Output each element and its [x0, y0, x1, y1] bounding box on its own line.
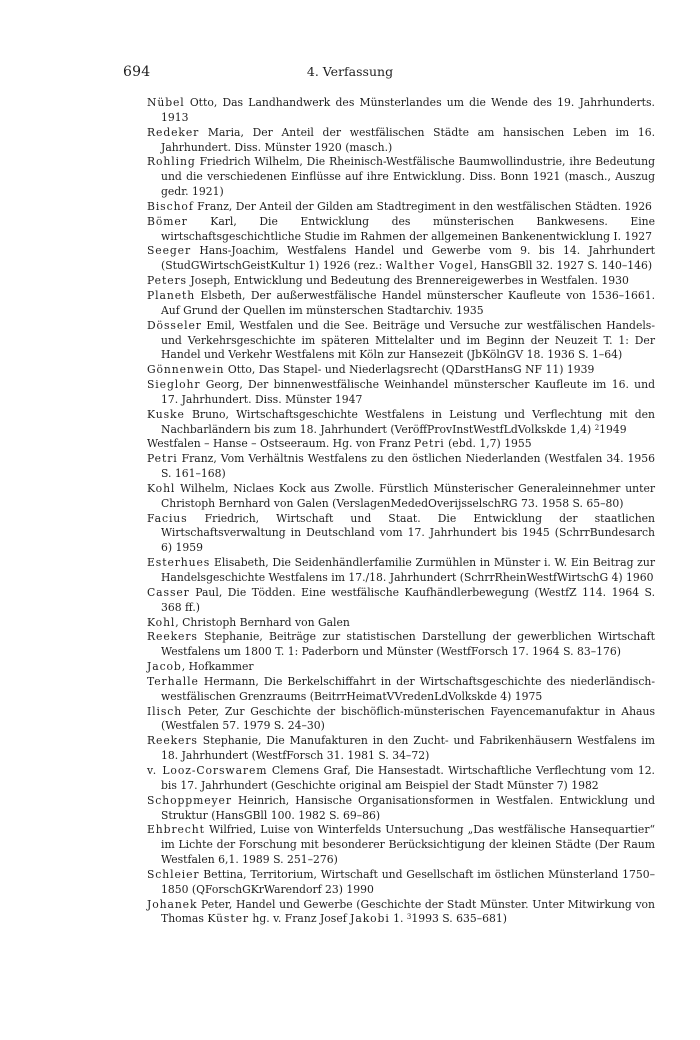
bib-author: Facius	[147, 511, 188, 525]
bib-author: Jakobi	[350, 912, 390, 926]
bib-edition-superscript: 2	[594, 423, 600, 432]
bibliography-entry	[147, 823, 655, 868]
bib-text: Westfalen – Hanse – Ostseeraum. Hg. von Franz	[147, 437, 415, 451]
bibliography-entry	[147, 482, 655, 512]
bib-text: Joseph, Entwicklung und Bedeutung des Brennereigewerbes in Westfalen. 1930	[187, 274, 629, 288]
bib-text: Friedrich, Wirtschaft und Staat. Die Entwicklung der staatlichen Wirtschaftsverwaltung in Deutschland vom 17. Jahrhundert bis 1945 (SchrrBundesarch 6) 1959	[161, 511, 655, 555]
bib-text: Heinrich, Hansische Organisationsformen in Westfalen. Entwicklung und Struktur (HansGBll 100. 1982 S. 69–86)	[161, 793, 655, 822]
bib-author: Reekers	[147, 630, 198, 644]
bib-text: Clemens Graf, Die Hansestadt. Wirtschaftliche Verflechtung vom 12. bis 17. Jahrhundert (Geschichte original am Beispiel der Stadt Münster 7) 1982	[161, 763, 655, 792]
bib-author: Gönnenwein	[147, 363, 225, 377]
bib-author: Küster	[207, 912, 249, 926]
bib-text: Otto, Das Stapel- und Niederlagsrecht (QDarstHansG NF 11) 1939	[224, 363, 595, 377]
bib-author: Casser	[147, 585, 190, 599]
bibliography-entry	[147, 96, 655, 126]
running-head: 4. Verfassung	[306, 64, 394, 79]
bib-author: Kohl	[147, 481, 176, 495]
bibliography-entry	[147, 437, 655, 452]
bib-text: Peter, Handel und Gewerbe (Geschichte der Stadt Münster. Unter Mitwirkung von Thomas	[161, 897, 655, 926]
bib-text: Karl, Die Entwicklung des münsterischen Bankwesens. Eine wirtschaftsgeschichtliche Studie im Rahmen der allgemeinen Bankenentwicklung I. 1927	[161, 214, 655, 243]
page-number: 694	[123, 64, 151, 80]
bib-text: Franz, Der Anteil der Gilden am Stadtregiment in den westfälischen Städten. 1926	[193, 199, 652, 213]
bibliography-entry	[147, 898, 655, 928]
bibliography-entry	[147, 556, 655, 586]
bibliography-entry	[147, 274, 655, 289]
bib-text: hg. v. Franz Josef	[248, 912, 351, 926]
bib-text: , HansGBll 32. 1927 S. 140–146)	[473, 259, 653, 273]
bibliography-entry	[147, 616, 655, 631]
bib-author: Jacob	[147, 660, 182, 674]
bib-author: Kuske	[147, 407, 185, 421]
bib-text: Franz, Vom Verhältnis Westfalens zu den östlichen Niederlanden (Westfalen 34. 1956 S. 161–168)	[161, 452, 655, 481]
bib-edition-superscript: 3	[406, 913, 412, 922]
bibliography-entry	[147, 452, 655, 482]
bibliography-entry	[147, 126, 655, 156]
bib-text: Hermann, Die Berkelschiffahrt in der Wirtschaftsgeschichte des niederländisch-westfälischen Grenzraums (BeitrrHeimatVVredenLdVolkskde 4) 1975	[161, 674, 655, 703]
bibliography-entry	[147, 319, 655, 364]
bib-author: Schleier	[147, 867, 200, 881]
bibliography-entry	[147, 868, 655, 898]
bib-author: v. Looz-Corswarem	[147, 763, 268, 777]
bib-author: Esterhues	[147, 556, 211, 570]
bib-text: 1949	[599, 422, 627, 436]
bib-text: Georg, Der binnenwestfälische Weinhandel münsterscher Kaufleute im 16. und 17. Jahrhundert. Diss. Münster 1947	[161, 378, 655, 406]
bibliography-entry	[147, 378, 655, 408]
bib-author: Redeker	[147, 125, 200, 139]
bib-author: Ilisch	[147, 704, 183, 718]
bib-text: Paul, Die Tödden. Eine westfälische Kaufhändlerbewegung (WestfZ 114. 1964 S. 368 ff.)	[161, 585, 655, 614]
bib-text: Friedrich Wilhelm, Die Rheinisch-Westfälische Baumwollindustrie, ihre Bedeutung und die verschiedenen Einflüsse auf ihre Entwicklung. Diss. Bonn 1921 (masch., Auszug gedr. 1921)	[161, 155, 655, 199]
bibliography-entry	[147, 794, 655, 824]
bib-author: Terhalle	[147, 674, 199, 688]
bibliography-entry	[147, 289, 655, 319]
bib-author: Johanek	[147, 897, 198, 911]
bibliography-entry	[147, 155, 655, 200]
bib-text: 1993 S. 635–681)	[411, 912, 507, 926]
bibliography-entry	[147, 244, 655, 274]
bib-author: Petri	[147, 452, 178, 466]
bib-author: Planeth	[147, 288, 196, 302]
bib-text: Stephanie, Beiträge zur statistischen Darstellung der gewerblichen Wirtschaft Westfalens um 1800 T. 1: Paderborn und Münster (WestfForsch 17. 1964 S. 83–176)	[161, 630, 655, 659]
bib-text: Wilfried, Luise von Winterfelds Untersuchung „Das westfälische Hansequartier“ im Lichte der Forschung mit besonderer Berücksichtigung der kleinen Städte (Der Raum Westfalen 6,1. 1989 S. 251–276)	[161, 823, 655, 867]
bibliography-entry	[147, 705, 655, 735]
bib-text: Maria, Der Anteil der westfälischen Städte am hansischen Leben im 16. Jahrhundert. Diss. Münster 1920 (masch.)	[161, 125, 655, 154]
bibliography-entry	[147, 660, 655, 675]
bib-author: Ehbrecht	[147, 823, 205, 837]
bib-author: Nübel	[147, 96, 185, 109]
bib-text: , Hofkammer	[181, 660, 254, 674]
bibliography-entry	[147, 200, 655, 215]
bib-text: Otto, Das Landhandwerk des Münsterlandes um die Wende des 19. Jahrhunderts. 1913	[161, 96, 655, 124]
bib-author: Kohl	[147, 615, 176, 629]
bib-author: Reekers	[147, 734, 198, 748]
bib-author: Rohling	[147, 155, 196, 169]
bib-text: 1.	[389, 912, 407, 926]
bib-text: Peter, Zur Geschichte der bischöflich-münsterischen Fayencemanufaktur in Ahaus (Westfalen 57. 1979 S. 24–30)	[161, 704, 655, 733]
bibliography-entry	[147, 363, 655, 378]
bib-author: Bischof	[147, 199, 194, 213]
bib-author: Seeger	[147, 244, 192, 258]
bib-author: Peters	[147, 274, 187, 288]
bibliography-entry	[147, 586, 655, 616]
bib-text: Wilhelm, Niclaes Kock aus Zwolle. Fürstlich Münsterischer Generaleinnehmer unter Christoph Bernhard von Galen (VerslagenMededOverijsselschRG 73. 1958 S. 65–80)	[161, 481, 655, 510]
bib-text: , Christoph Bernhard von Galen	[175, 615, 350, 629]
bib-text: Emil, Westfalen und die See. Beiträge und Versuche zur westfälischen Handels- und Verkehrsgeschichte im späteren Mittelalter und im Beginn der Neuzeit T. 1: Der Handel und Verkehr Westfalens mit Köln zur Hansezeit (JbKölnGV 18. 1936 S. 1–64)	[161, 318, 655, 362]
bib-author: Petri	[414, 437, 445, 451]
bibliography-entry	[147, 512, 655, 557]
bibliography-entry	[147, 764, 655, 794]
bib-text: (ebd. 1,7) 1955	[444, 437, 532, 451]
bibliography-entry	[147, 734, 655, 764]
bib-text: Elisabeth, Die Seidenhändlerfamilie Zurmühlen in Münster i. W. Ein Beitrag zur Handelsgeschichte Westfalens im 17./18. Jahrhundert (SchrrRheinWestfWirtschG 4) 1960	[161, 556, 655, 584]
bibliography-entry	[147, 630, 655, 660]
bib-text: Bettina, Territorium, Wirtschaft und Gesellschaft im östlichen Münsterland 1750–1850 (QForschGKrWarendorf 23) 1990	[161, 867, 655, 896]
bib-author: Bömer	[147, 214, 188, 228]
bib-text: Hans-Joachim, Westfalens Handel und Gewerbe vom 9. bis 14. Jahrhundert (StudGWirtschGeistKultur 1) 1926 (rez.:	[161, 244, 655, 273]
bibliography-entry	[147, 408, 655, 438]
bibliography-entry	[147, 675, 655, 705]
bibliography-entry	[147, 215, 655, 245]
bib-author: Walther Vogel	[385, 259, 474, 273]
bib-text: Stephanie, Die Manufakturen in den Zucht- und Fabrikenhäusern Westfalens im 18. Jahrhundert (WestfForsch 31. 1981 S. 34–72)	[161, 734, 655, 763]
bibliography-list	[147, 96, 655, 927]
bib-text: Elsbeth, Der außerwestfälische Handel münsterscher Kaufleute von 1536–1661. Auf Grund der Quellen im münsterschen Stadtarchiv. 1935	[161, 288, 655, 317]
bib-author: Dösseler	[147, 318, 202, 332]
bib-text: Bruno, Wirtschaftsgeschichte Westfalens in Leistung und Verflechtung mit den Nachbarländern bis zum 18. Jahrhundert (VeröffProvInstWestfLdVolkskde 1,4)	[161, 407, 655, 436]
bib-author: Schoppmeyer	[147, 793, 232, 807]
bib-author: Sieglohr	[147, 378, 201, 392]
